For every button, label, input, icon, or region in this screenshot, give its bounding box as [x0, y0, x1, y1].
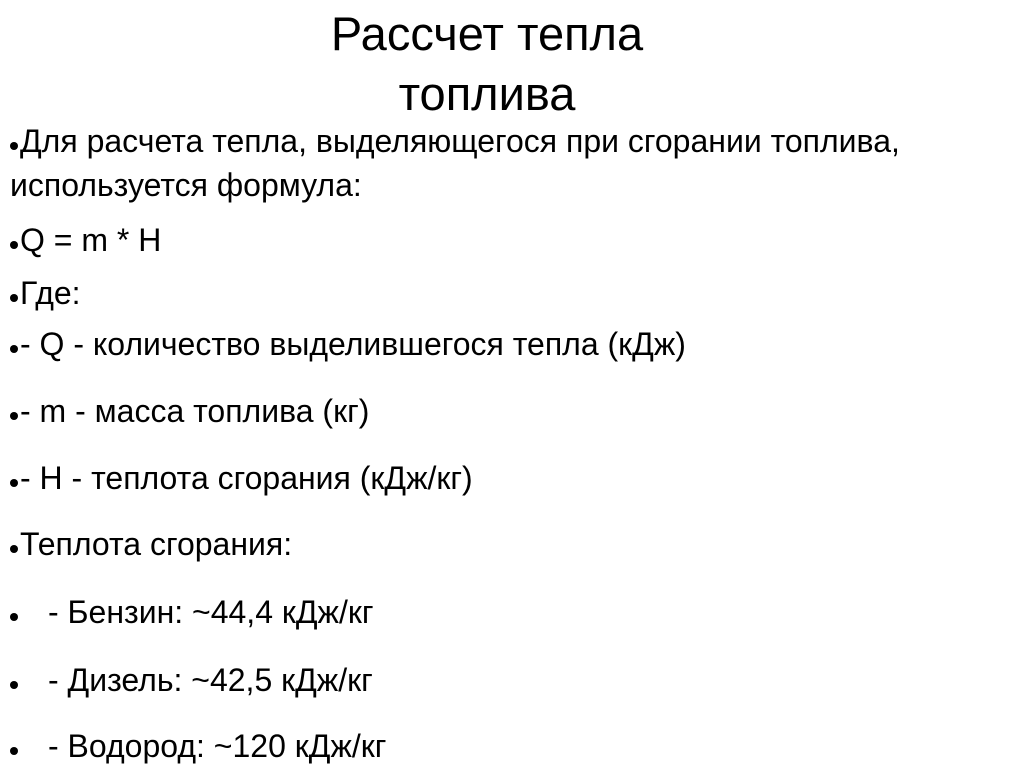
bullet-icon: [10, 747, 18, 755]
bullet-icon: [10, 294, 18, 302]
slide-title: [0, 4, 974, 124]
bullet-icon: [10, 613, 18, 621]
list-item: [10, 724, 386, 768]
list-item: [10, 218, 161, 262]
list-item-text: Для расчета тепла, выделяющегося при сгорании топлива, используется формула:: [10, 123, 900, 203]
list-item: [10, 522, 292, 566]
list-item-text: - H - теплота сгорания (кДж/кг): [20, 460, 473, 496]
bullet-icon: [10, 241, 18, 249]
list-item: [10, 119, 1000, 207]
list-item: [10, 590, 374, 634]
list-item: [10, 271, 81, 315]
list-item-text: - Дизель: ~42,5 кДж/кг: [48, 662, 373, 698]
bullet-icon: [10, 142, 18, 150]
list-item: [10, 456, 473, 500]
bullet-icon: [10, 681, 18, 689]
bullet-icon: [10, 412, 18, 420]
bullet-icon: [10, 545, 18, 553]
list-item-text: - m - масса топлива (кг): [20, 393, 370, 429]
list-item: [10, 658, 373, 702]
list-item-text: Где:: [20, 275, 81, 311]
list-item-text: Q = m * H: [20, 222, 162, 258]
slide-title-line-1: Рассчет тепла: [330, 7, 644, 60]
list-item-text: - Бензин: ~44,4 кДж/кг: [48, 594, 374, 630]
list-item-text: - Q - количество выделившегося тепла (кДж): [20, 326, 686, 362]
list-item-text: Теплота сгорания:: [20, 526, 293, 562]
slide-title-line-2: топлива: [398, 67, 576, 120]
bullet-icon: [10, 345, 18, 353]
list-item-text: - Водород: ~120 кДж/кг: [48, 728, 387, 764]
list-item: [10, 322, 686, 366]
list-item: [10, 389, 369, 433]
bullet-icon: [10, 479, 18, 487]
